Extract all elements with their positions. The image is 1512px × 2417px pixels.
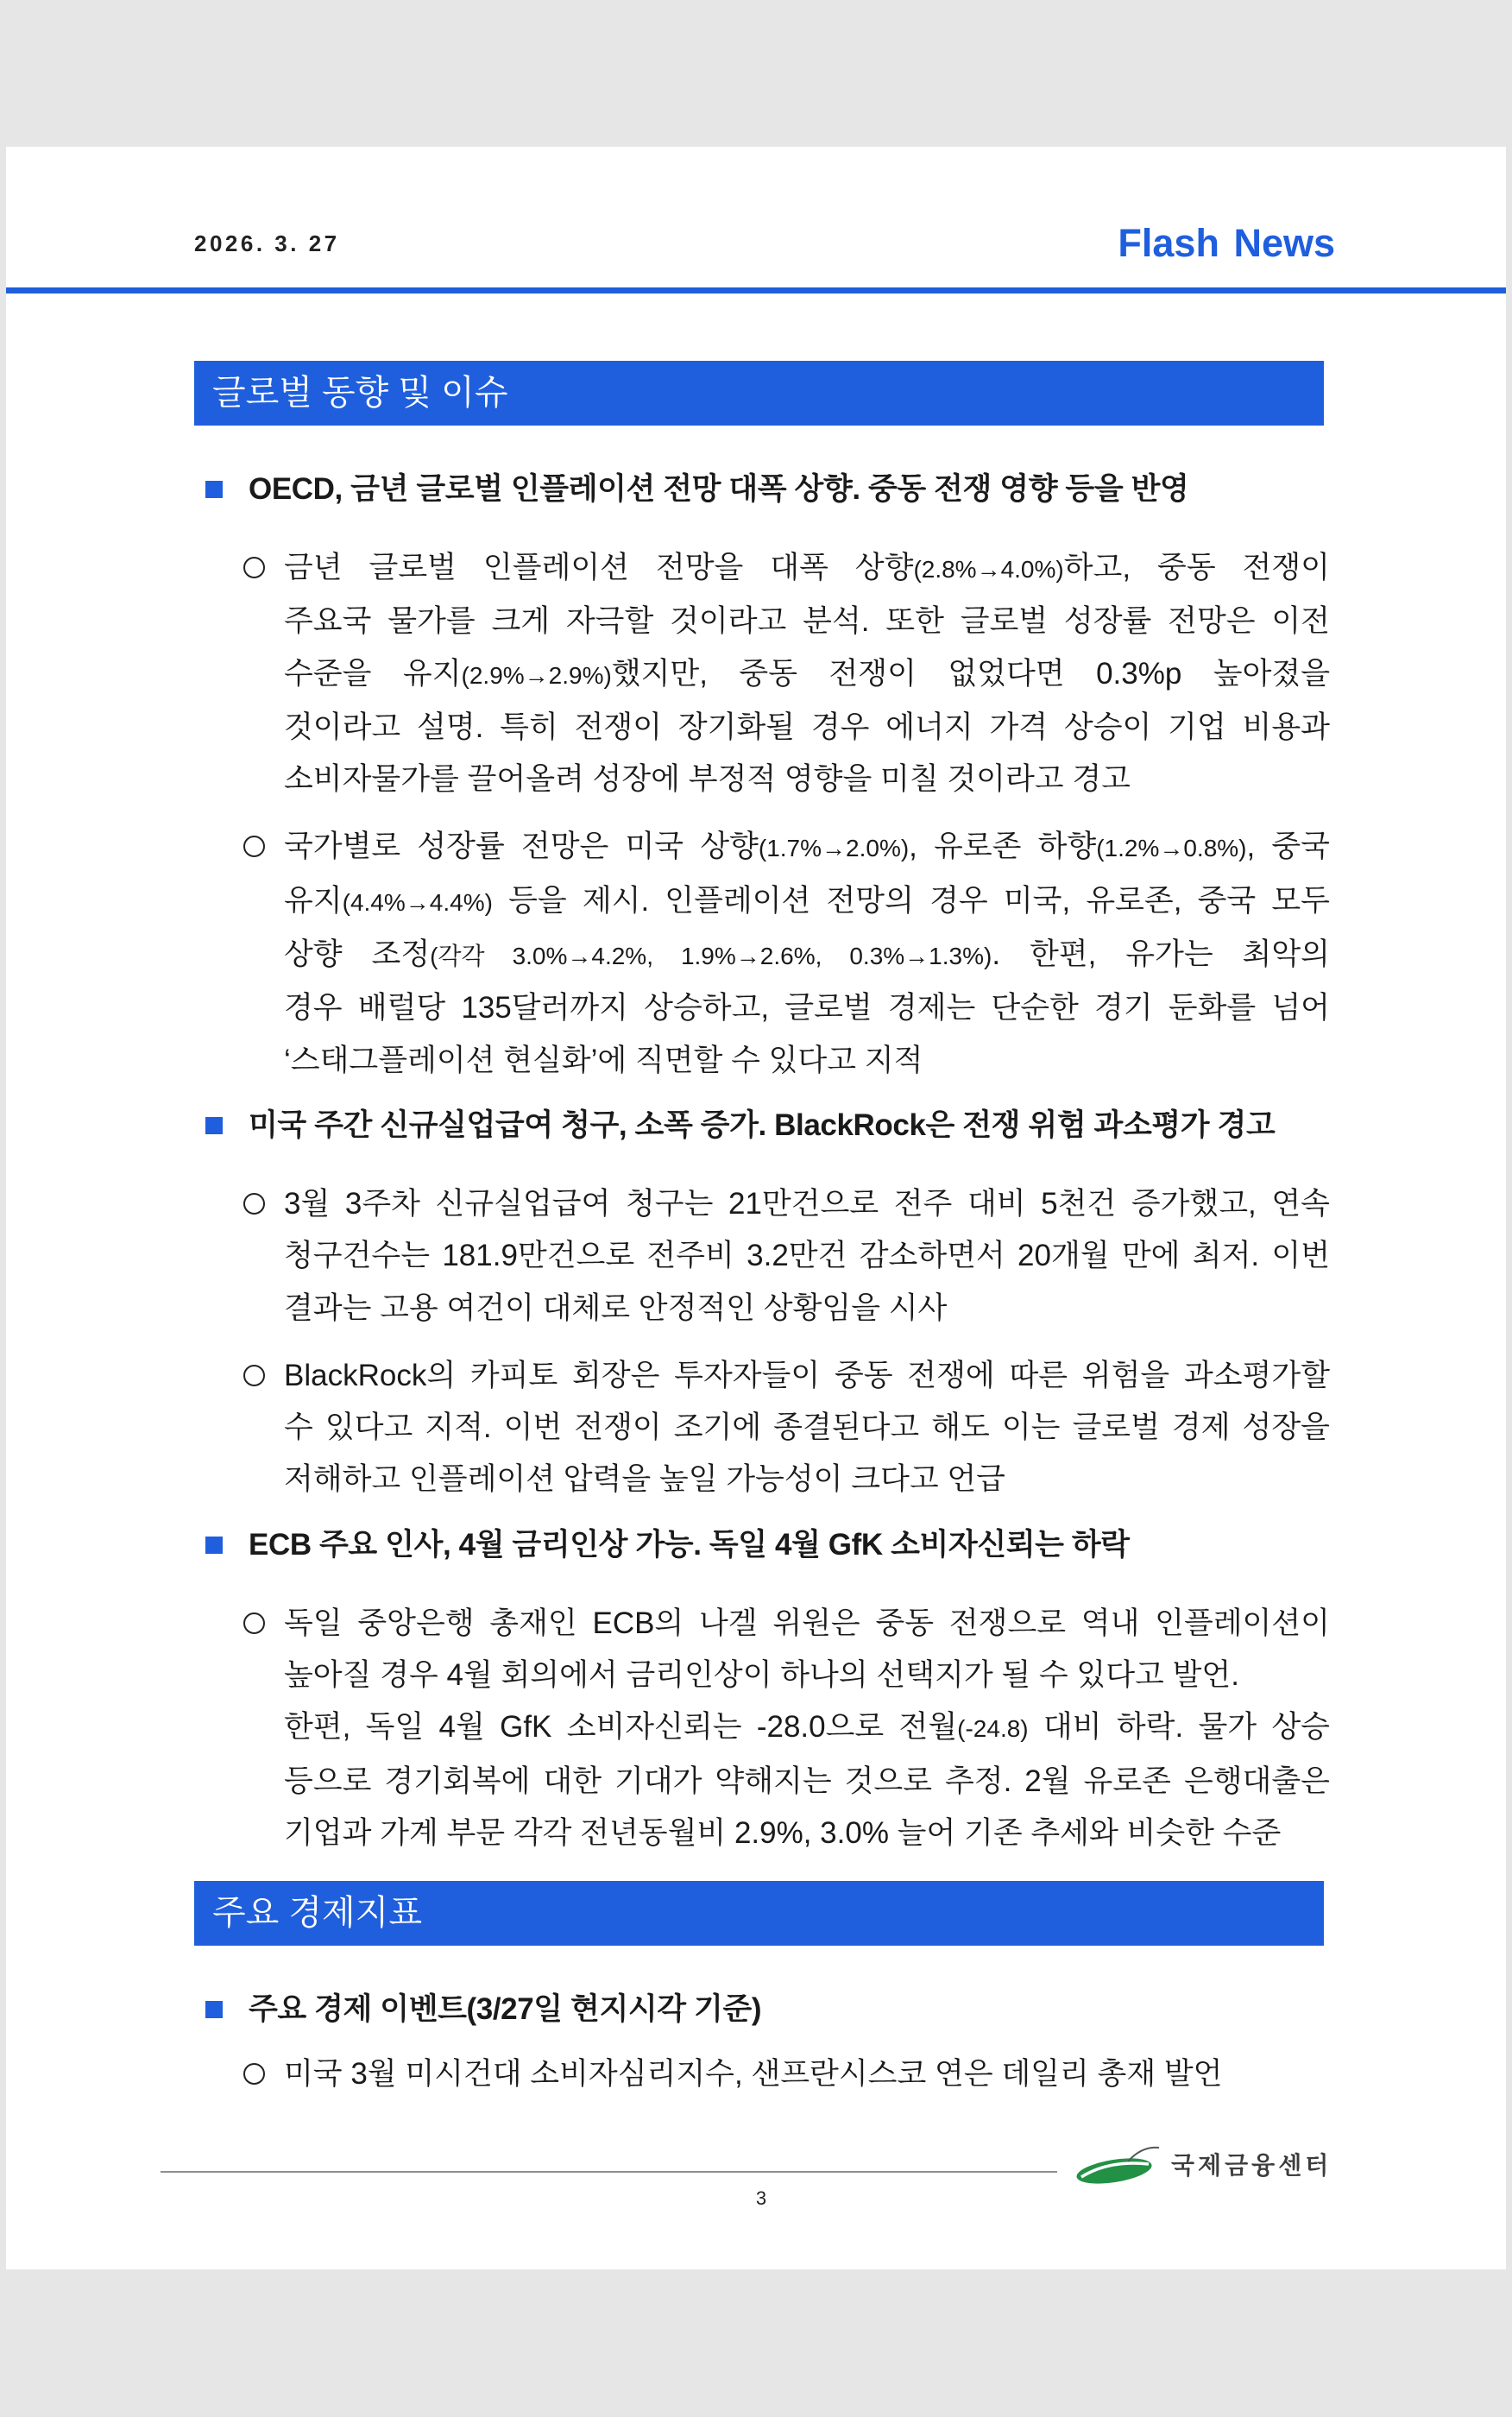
bullet-item: [194, 2048, 1330, 2100]
circle-bullet-icon: [243, 1612, 265, 1634]
bullet-item: [194, 542, 1330, 805]
square-bullet-icon: [205, 1117, 223, 1134]
topic: [194, 1984, 1330, 2100]
document-title: Flash News: [1118, 221, 1335, 265]
text-line: BlackRock의 카피토 회장은 투자자들이 중동 전쟁에 따른 위험을 과소평가할: [284, 1358, 1330, 1392]
header-divider: [6, 287, 1506, 293]
circle-bullet-icon: [243, 836, 265, 857]
square-bullet-icon: [205, 1537, 223, 1554]
topic-heading: [194, 1984, 1330, 2035]
bullet-item: [194, 1350, 1330, 1506]
section-title: 글로벌 동향 및 이슈: [212, 374, 508, 412]
text-segment: , 유로존 하향: [909, 830, 1097, 864]
text-line: 경우 배럴당 135달러까지 상승하고, 글로벌 경제는 단순한 경기 둔화를 넘어: [284, 991, 1330, 1025]
text-segment: 수준을 유지: [284, 656, 462, 691]
circle-bullet-icon: [243, 557, 265, 578]
text-line: 독일 중앙은행 총재인 ECB의 나겔 위원은 중동 전쟁으로 역내 인플레이션이: [284, 1606, 1330, 1640]
section-header: [194, 361, 1324, 426]
figure-note: (1.7%→2.0%): [758, 835, 910, 862]
square-bullet-icon: [205, 481, 223, 498]
text-segment: 상향 조정: [284, 937, 431, 972]
figure-note: (각각 3.0%→4.2%, 1.9%→2.6%, 0.3%→1.3%): [430, 943, 992, 970]
logo-icon: [1074, 2141, 1161, 2186]
bullet-item: [194, 821, 1330, 1086]
footer-divider: [161, 2171, 1057, 2173]
document-page: [6, 147, 1506, 2269]
text-line: [284, 929, 1330, 982]
text-line: [284, 542, 1330, 596]
text-line: 미국 3월 미시건대 소비자심리지수, 샌프란시스코 연은 데일리 총재 발언: [284, 2057, 1223, 2092]
text-line: 결과는 고용 여건이 대체로 안정적인 상황임을 시사: [284, 1291, 948, 1325]
square-bullet-icon: [205, 2001, 223, 2018]
text-segment: 한편, 독일 4월 GfK 소비자신뢰는 -28.0으로 전월: [284, 1710, 958, 1745]
text-segment: 등을 제시. 인플레이션 전망의 경우 미국, 유로존, 중국 모두: [492, 883, 1330, 918]
logo-text: 국제금융센터: [1171, 2152, 1332, 2179]
text-line: ‘스태그플레이션 현실화’에 직면할 수 있다고 지적: [284, 1043, 923, 1077]
topic: [194, 1100, 1330, 1506]
topic: [194, 464, 1330, 1087]
topic-heading-text: 미국 주간 신규실업급여 청구, 소폭 증가. BlackRock은 전쟁 위험 과소평가 경고: [249, 1108, 1276, 1142]
page-number: 3: [755, 2187, 767, 2209]
text-segment: 하고, 중동 전쟁이: [1063, 551, 1330, 584]
text-line: 저해하고 인플레이션 압력을 높일 가능성이 크다고 언급: [284, 1462, 1005, 1497]
text-line: 주요국 물가를 크게 자극할 것이라고 분석. 또한 글로벌 성장률 전망은 이전: [284, 604, 1330, 639]
topic-heading-text: 주요 경제 이벤트(3/27일 현지시각 기준): [249, 1992, 762, 2027]
text-line: 기업과 가계 부문 각각 전년동월비 2.9%, 3.0% 늘어 기존 추세와 비슷한 수준: [284, 1815, 1282, 1850]
section-title: 주요 경제지표: [212, 1894, 422, 1933]
bullet-item: [194, 1598, 1330, 1859]
topic: [194, 1519, 1330, 1859]
text-segment: , 중국: [1246, 830, 1330, 864]
figure-note: (1.2%→0.8%): [1096, 835, 1247, 862]
topic-heading: [194, 1100, 1330, 1152]
figure-note: (-24.8): [957, 1715, 1029, 1743]
text-line: 소비자물가를 끌어올려 성장에 부정적 영향을 미칠 것이라고 경고: [284, 762, 1131, 797]
text-line: 등으로 경기회복에 대한 기대가 약해지는 것으로 추정. 2월 유로존 은행대출은: [284, 1764, 1330, 1798]
text-line: [284, 648, 1330, 702]
section-economic-indicators: [194, 1881, 1330, 2100]
text-segment: . 한편, 유가는 최악의: [992, 937, 1330, 972]
topic-heading-text: ECB 주요 인사, 4월 금리인상 가능. 독일 4월 GfK 소비자신뢰는 하락: [249, 1527, 1130, 1562]
text-segment: 국가별로 성장률 전망은 미국 상향: [284, 830, 759, 864]
text-line: [284, 1701, 1330, 1755]
figure-note: (2.9%→2.9%): [461, 661, 612, 689]
text-segment: 금년 글로벌 인플레이션 전망을 대폭 상향: [284, 551, 914, 584]
text-line: 것이라고 설명. 특히 전쟁이 장기화될 경우 에너지 가격 상승이 기업 비용과: [284, 710, 1330, 744]
text-line: [284, 875, 1330, 929]
document-body: [194, 361, 1330, 2101]
text-line: 청구건수는 181.9만건으로 전주비 3.2만건 감소하면서 20개월 만에 최저. 이번: [284, 1239, 1330, 1273]
text-line: 3월 3주차 신규실업급여 청구는 21만건으로 전주 대비 5천건 증가했고, 연속: [284, 1186, 1330, 1221]
text-line: 수 있다고 지적. 이번 전쟁이 조기에 종결된다고 해도 이는 글로벌 경제 성장을: [284, 1410, 1330, 1445]
text-segment: 했지만, 중동 전쟁이 없었다면 0.3%p 높아졌을: [611, 656, 1331, 691]
section-header: [194, 1881, 1324, 1946]
document-date: 2026. 3. 27: [194, 230, 340, 256]
topic-heading: [194, 1519, 1330, 1571]
circle-bullet-icon: [243, 2063, 265, 2085]
circle-bullet-icon: [243, 1193, 265, 1215]
text-segment: 유지: [284, 883, 343, 918]
section-global-trends: [194, 361, 1330, 1859]
text-line: [284, 821, 1330, 874]
figure-note: (4.4%→4.4%): [342, 888, 493, 916]
topic-heading: [194, 464, 1330, 515]
text-line: 높아질 경우 4월 회의에서 금리인상이 하나의 선택지가 될 수 있다고 발언.: [284, 1658, 1239, 1693]
text-segment: 대비 하락. 물가 상승: [1028, 1710, 1330, 1745]
circle-bullet-icon: [243, 1365, 265, 1386]
figure-note: (2.8%→4.0%): [913, 556, 1064, 583]
topic-heading-text: OECD, 금년 글로벌 인플레이션 전망 대폭 상향. 중동 전쟁 영향 등을 반영: [249, 472, 1189, 506]
bullet-item: [194, 1178, 1330, 1335]
